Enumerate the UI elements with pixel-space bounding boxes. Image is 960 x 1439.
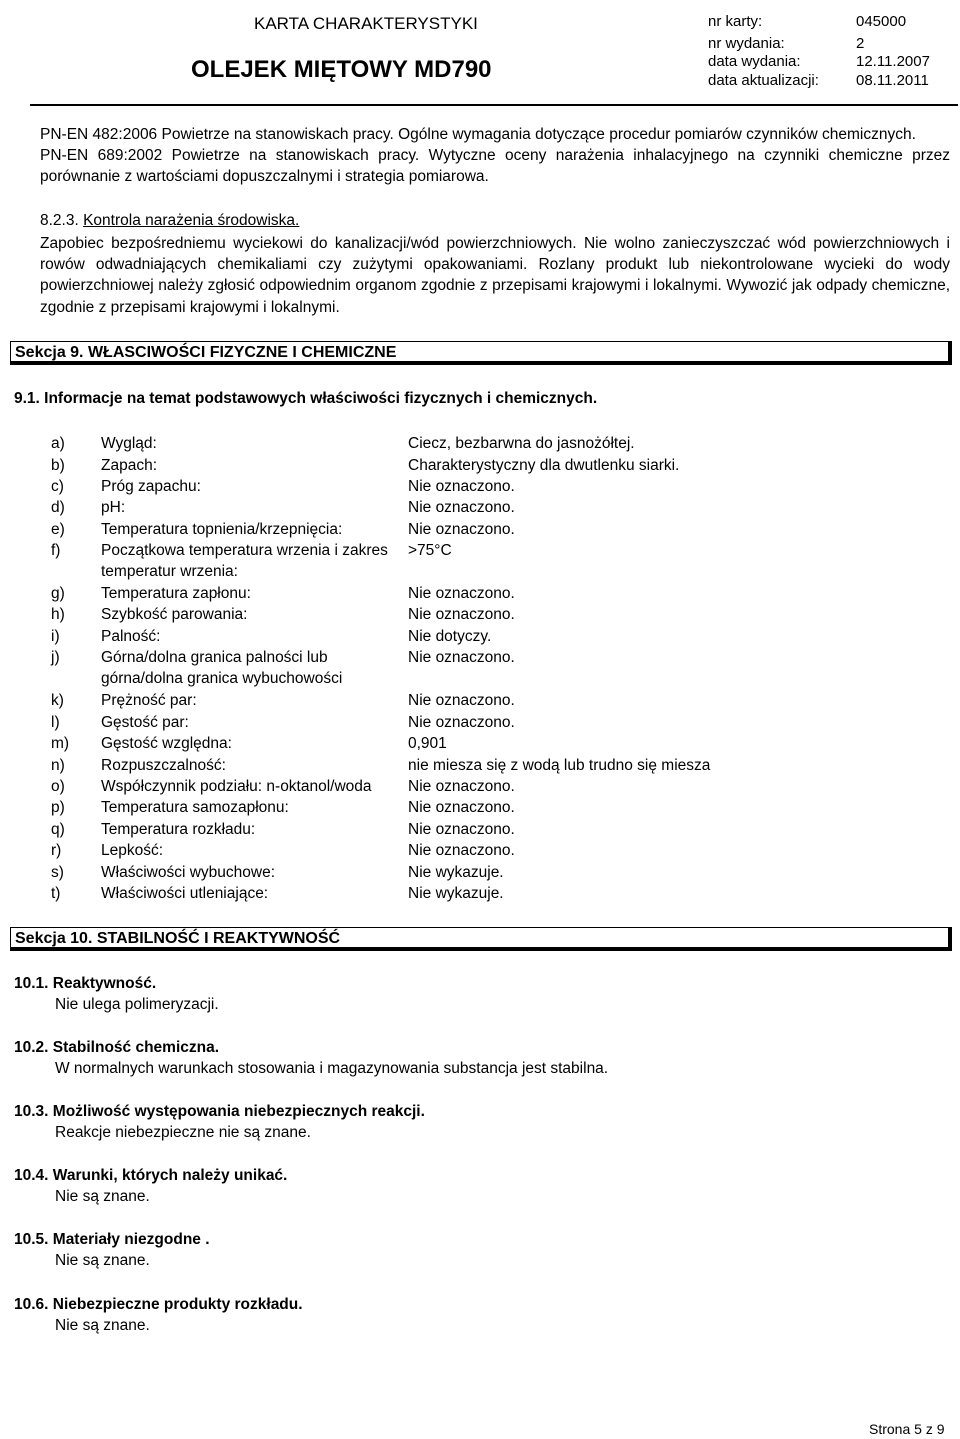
page-number: Strona 5 z 9 bbox=[869, 1421, 945, 1437]
property-name: Zapach: bbox=[101, 457, 158, 474]
property-name: Palność: bbox=[101, 628, 161, 645]
property-letter: b) bbox=[51, 457, 65, 474]
property-value: Nie oznaczono. bbox=[408, 821, 515, 838]
document-title: KARTA CHARAKTERYSTYKI bbox=[254, 14, 478, 33]
meta-value: 08.11.2011 bbox=[856, 72, 929, 89]
subsection-text: Nie są znane. bbox=[55, 1252, 150, 1269]
property-name: Lepkość: bbox=[101, 842, 164, 859]
section-8-2-3-title: Kontrola narażenia środowiska. bbox=[83, 212, 300, 229]
property-letter: f) bbox=[51, 542, 61, 559]
property-letter: k) bbox=[51, 692, 64, 709]
subsection-text: Nie ulega polimeryzacji. bbox=[55, 996, 219, 1013]
section-9-1-heading: 9.1. Informacje na temat podstawowych właściwości fizycznych i chemicznych. bbox=[14, 390, 598, 407]
section-8-2-3-number: 8.2.3. bbox=[40, 212, 79, 229]
property-letter: s) bbox=[51, 864, 64, 881]
property-letter: m) bbox=[51, 735, 70, 752]
property-name: Temperatura rozkładu: bbox=[101, 821, 256, 838]
property-value: Nie oznaczono. bbox=[408, 499, 515, 516]
subsection-heading: 10.3. Możliwość występowania niebezpiecznych reakcji. bbox=[14, 1103, 425, 1120]
meta-value: 12.11.2007 bbox=[856, 53, 930, 70]
property-value: Nie oznaczono. bbox=[408, 778, 515, 795]
property-letter: d) bbox=[51, 499, 65, 516]
subsection-heading: 10.2. Stabilność chemiczna. bbox=[14, 1039, 220, 1056]
property-name: Wygląd: bbox=[101, 435, 157, 452]
meta-label: nr wydania: bbox=[708, 35, 785, 52]
section-9-header: Sekcja 9. WŁASCIWOŚCI FIZYCZNE I CHEMICZNE bbox=[10, 341, 952, 365]
section-10-header: Sekcja 10. STABILNOŚĆ I REAKTYWNOŚĆ bbox=[10, 927, 952, 951]
subsection-text: Nie są znane. bbox=[55, 1317, 150, 1334]
property-name: Współczynnik podziału: n-oktanol/woda bbox=[101, 778, 372, 795]
property-letter: n) bbox=[51, 757, 65, 774]
property-letter: g) bbox=[51, 585, 65, 602]
section-8-2-3-heading bbox=[40, 210, 299, 231]
property-name: Prężność par: bbox=[101, 692, 197, 709]
property-letter: r) bbox=[51, 842, 62, 859]
property-letter: t) bbox=[51, 885, 61, 902]
property-name: Gęstość par: bbox=[101, 714, 189, 731]
property-value: >75°C bbox=[408, 542, 452, 559]
subsection-text: Nie są znane. bbox=[55, 1188, 150, 1205]
intro-paragraph-2: PN-EN 689:2002 Powietrze na stanowiskach pracy. Wytyczne oceny narażenia inhalacyjnego na czynniki chemiczne przez porównanie z wartościami dopuszczalnymi i strategia pomiarowa. bbox=[40, 147, 950, 185]
meta-value: 2 bbox=[856, 35, 865, 52]
property-name: Gęstość względna: bbox=[101, 735, 232, 752]
property-name: pH: bbox=[101, 499, 126, 516]
property-value: Ciecz, bezbarwna do jasnożółtej. bbox=[408, 435, 635, 452]
property-value: Nie oznaczono. bbox=[408, 692, 515, 709]
property-value: Nie wykazuje. bbox=[408, 864, 504, 881]
property-name: Szybkość parowania: bbox=[101, 606, 248, 623]
property-letter: l) bbox=[51, 714, 60, 731]
subsection-text: W normalnych warunkach stosowania i magazynowania substancja jest stabilna. bbox=[55, 1060, 609, 1077]
property-value: Nie dotyczy. bbox=[408, 628, 492, 645]
section-8-2-3-text: Zapobiec bezpośredniemu wyciekowi do kanalizacji/wód powierzchniowych. Nie wolno zanieczyszczać wód powierzchniowych i rowów odwadniających chemikaliami czy zużytymi opakowaniami. Rozlany produkt lub niekontrolowane wycieki do wody powierzchniowej należy zgłosić odpowiednim organom zgodnie z przepisami krajowymi i lokalnymi. Wywozić jak odpady chemiczne, zgodnie z przepisami krajowymi i lokalnymi. bbox=[40, 235, 950, 316]
property-name: Górna/dolna granica palności lub górna/dolna granica wybuchowości bbox=[101, 649, 343, 687]
property-value: nie miesza się z wodą lub trudno się miesza bbox=[408, 757, 711, 774]
property-name: Rozpuszczalność: bbox=[101, 757, 226, 774]
property-letter: p) bbox=[51, 799, 65, 816]
property-value: Nie oznaczono. bbox=[408, 478, 515, 495]
meta-label: data wydania: bbox=[708, 53, 801, 70]
property-value: Nie wykazuje. bbox=[408, 885, 504, 902]
property-value: Nie oznaczono. bbox=[408, 585, 515, 602]
subsection-heading: 10.4. Warunki, których należy unikać. bbox=[14, 1167, 288, 1184]
product-name: OLEJEK MIĘTOWY MD790 bbox=[191, 56, 492, 83]
property-letter: a) bbox=[51, 435, 65, 452]
subsection-heading: 10.6. Niebezpieczne produkty rozkładu. bbox=[14, 1296, 303, 1313]
property-value: 0,901 bbox=[408, 735, 447, 752]
intro-line-1: PN-EN 482:2006 Powietrze na stanowiskach pracy. Ogólne wymagania dotyczące procedur pomiarów czynników chemicznych. bbox=[40, 126, 916, 143]
meta-value: 045000 bbox=[856, 13, 907, 30]
property-letter: j) bbox=[51, 649, 60, 666]
property-letter: e) bbox=[51, 521, 65, 538]
property-name: Próg zapachu: bbox=[101, 478, 201, 495]
meta-label: nr karty: bbox=[708, 13, 763, 30]
subsection-text: Reakcje niebezpieczne nie są znane. bbox=[55, 1124, 311, 1141]
property-letter: q) bbox=[51, 821, 65, 838]
property-name: Temperatura samozapłonu: bbox=[101, 799, 289, 816]
property-value: Nie oznaczono. bbox=[408, 649, 515, 666]
property-name: Właściwości wybuchowe: bbox=[101, 864, 275, 881]
property-letter: c) bbox=[51, 478, 64, 495]
header-divider bbox=[30, 104, 958, 106]
property-value: Nie oznaczono. bbox=[408, 521, 515, 538]
property-name: Początkowa temperatura wrzenia i zakres temperatur wrzenia: bbox=[101, 542, 388, 580]
property-letter: h) bbox=[51, 606, 65, 623]
meta-label: data aktualizacji: bbox=[708, 72, 819, 89]
subsection-heading: 10.5. Materiały niezgodne . bbox=[14, 1231, 210, 1248]
property-value: Nie oznaczono. bbox=[408, 606, 515, 623]
subsection-heading: 10.1. Reaktywność. bbox=[14, 975, 157, 992]
property-name: Właściwości utleniające: bbox=[101, 885, 269, 902]
property-value: Nie oznaczono. bbox=[408, 714, 515, 731]
property-value: Nie oznaczono. bbox=[408, 799, 515, 816]
property-letter: o) bbox=[51, 778, 65, 795]
property-name: Temperatura zapłonu: bbox=[101, 585, 251, 602]
property-value: Charakterystyczny dla dwutlenku siarki. bbox=[408, 457, 680, 474]
property-value: Nie oznaczono. bbox=[408, 842, 515, 859]
property-name: Temperatura topnienia/krzepnięcia: bbox=[101, 521, 343, 538]
property-letter: i) bbox=[51, 628, 60, 645]
